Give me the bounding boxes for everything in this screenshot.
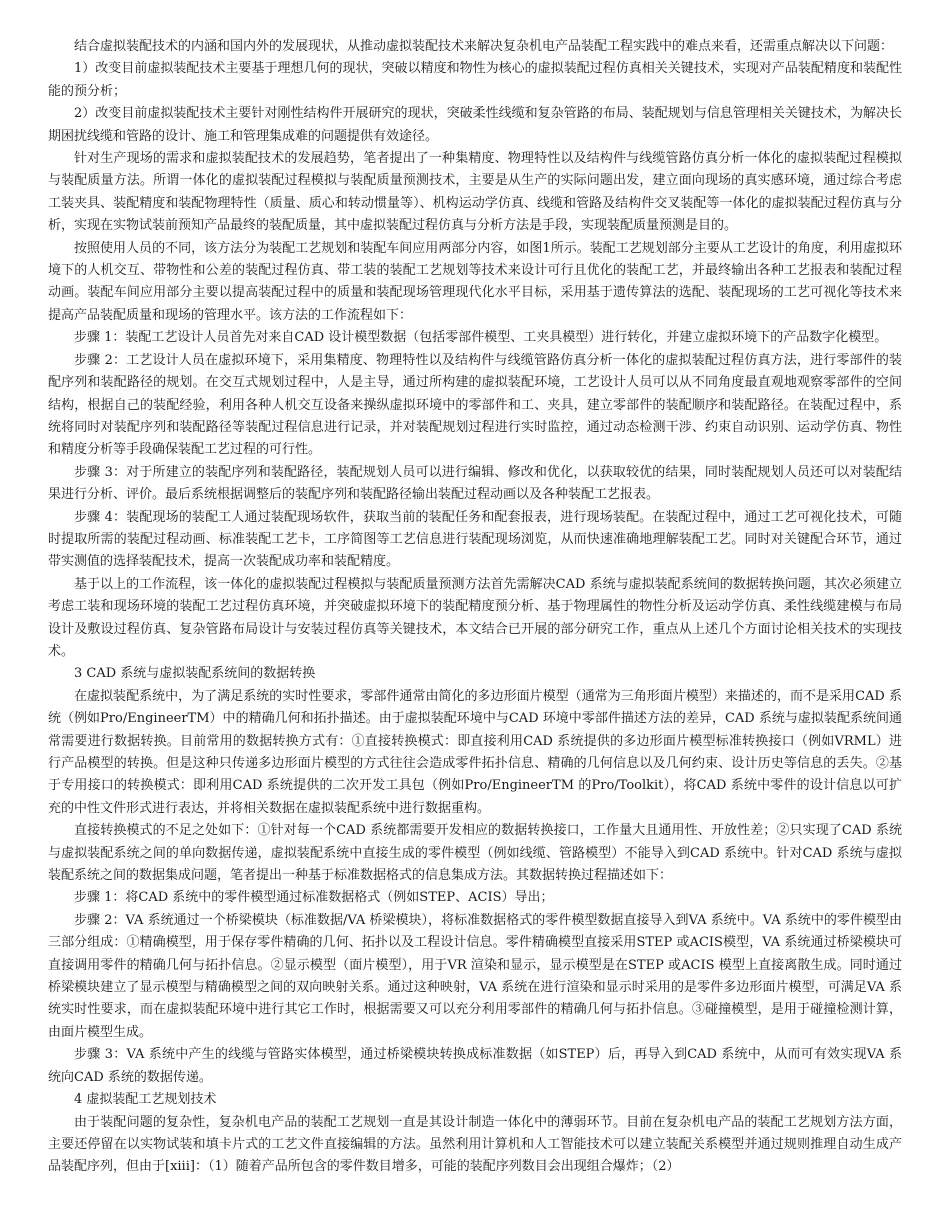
paragraph-method: 针对生产现场的需求和虚拟装配技术的发展趋势，笔者提出了一种集精度、物理特性以及结构件与线缆管路仿真分析一体化的虚拟装配过程模拟与装配质量方法。所谓一体化的虚拟装配过程模拟与装配质量预测技术，主要是从生产的实际问题出发，建立面向现场的真实感环境，通过综合考虑工装夹具、装配精度和装配物理特性（质量、质心和转动惯量等）、机构运动学仿真、线缆和管路及结构件交叉装配等一体化的虚拟装配过程仿真与分析，实现在实物试装前预知产品最终的装配质量，其中虚拟装配过程仿真与分析方法是手段，实现装配质量预测是目的。 (48, 151, 902, 234)
paragraph-step-2: 步骤 2：工艺设计人员在虚拟环境下，采用集精度、物理特性以及结构件与线缆管路仿真分析一体化的虚拟装配过程仿真方法，进行零部件的装配序列和装配路径的规划。在交互式规划过程中，人是主导，通过所构建的虚拟装配环境，工艺设计人员可以从不同角度最直观地观察零部件的空间结构，根据自己的装配经验，利用各种人机交互设备来操纵虚拟环境中的零部件和工、夹具，建立零部件的装配顺序和装配路径。在装配过程中，系统将同时对装配序列和装配路径等装配过程信息进行记录，并对装配规划过程进行实时监控，通过动态检测干涉、约束自动识别、运动学仿真、物性和精度分析等手段确保装配工艺过程的可行性。 (48, 352, 902, 458)
paragraph-step-3: 步骤 3：对于所建立的装配序列和装配路径，装配规划人员可以进行编辑、修改和优化，以获取较优的结果，同时装配规划人员还可以对装配结果进行分析、评价。最后系统根据调整后的装配序列和装配路径输出装配过程动画以及各种装配工艺报表。 (48, 464, 902, 503)
paragraph-item-2: 2）改变目前虚拟装配技术主要针对刚性结构件开展研究的现状，突破柔性线缆和复杂管路的布局、装配规划与信息管理相关关键技术，为解决长期困扰线缆和管路的设计、施工和管理集成难的问题提供有效途径。 (48, 106, 902, 144)
paragraph-workflow-intro: 按照使用人员的不同，该方法分为装配工艺规划和装配车间应用两部分内容，如图1所示。装配工艺规划部分主要从工艺设计的角度，利用虚拟环境下的人机交互、带物性和公差的装配过程仿真、带工装的装配工艺规划等技术来设计可行且优化的装配工艺，并最终输出各种工艺报表和装配过程动画。装配车间应用部分主要以提高装配过程中的质量和装配现场管理现代化水平目标，采用基于遗传算法的选配、装配现场的工艺可视化等技术来提高产品装配质量和现场的管理水平。该方法的工作流程如下： (48, 240, 902, 323)
section-heading-3: 3 CAD 系统与虚拟装配系统间的数据转换 (74, 666, 316, 682)
paragraph-conversion-step-1: 步骤 1：将CAD 系统中的零件模型通过标准数据格式（例如STEP、ACIS）导出； (74, 890, 554, 906)
paragraph-item-1: 1）改变目前虚拟装配技术主要基于理想几何的现状，突破以精度和物性为核心的虚拟装配过程仿真相关关键技术，实现对产品装配精度和装配性能的预分析； (48, 61, 902, 99)
paragraph-summary: 基于以上的工作流程，该一体化的虚拟装配过程模拟与装配质量预测方法首先需解决CAD 系统与虚拟装配系统间的数据转换问题，其次必须建立考虑工装和现场环境的装配工艺过程仿真环境，并突破虚拟环境下的装配精度预分析、基于物理属性的物性分析及运动学仿真、柔性线缆建模与布局设计及敷设过程仿真、复杂管路布局设计与安装过程仿真等关键技术，本文结合已开展的部分研究工作，重点从上述几个方面讨论相关技术的实现技术。 (48, 576, 902, 659)
paragraph-direct-conversion: 直接转换模式的不足之处如下：①针对每一个CAD 系统都需要开发相应的数据转换接口，工作量大且通用性、开放性差；②只实现了CAD 系统与虚拟装配系统之间的单向数据传递，虚拟装配系统中直接生成的零件模型（例如线缆、管路模型）不能导入到CAD 系统中。针对CAD 系统与虚拟装配系统之间的数据集成问题，笔者提出一种基于标准数据格式的信息集成方法。其数据转换过程描述如下： (48, 823, 902, 884)
paragraph-step-4: 步骤 4：装配现场的装配工人通过装配现场软件，获取当前的装配任务和配套报表，进行现场装配。在装配过程中，通过工艺可视化技术，可随时提取所需的装配过程动画、标准装配工艺卡，工序简图等工艺信息进行装配现场浏览，从而快速准确地理解装配工艺。同时对关键配合环节，通过带实测值的选择装配技术，提高一次装配成功率和装配精度。 (48, 509, 902, 570)
section-heading-4: 4 虚拟装配工艺规划技术 (74, 1092, 217, 1108)
paragraph-process-planning: 由于装配问题的复杂性，复杂机电产品的装配工艺规划一直是其设计制造一体化中的薄弱环节。目前在复杂机电产品的装配工艺规划方法方面，主要还停留在以实物试装和填卡片式的工艺文件直接编辑的方法。虽然利用计算机和人工智能技术可以建立装配关系模型并通过规则推理自动生成产品装配序列，但由于[xiii]：（1）随着产品所包含的零件数目增多，可能的装配序列数目会出现组合爆炸；（2） (48, 1114, 902, 1175)
paragraph-data-conversion: 在虚拟装配系统中，为了满足系统的实时性要求，零部件通常由简化的多边形面片模型（通常为三角形面片模型）来描述的，而不是采用CAD 系统（例如Pro/EngineerTM）中的精确几何和拓扑描述。由于虚拟装配环境中与CAD 环境中零部件描述方法的差异，CAD 系统与虚拟装配系统间通常需要进行数据转换。目前常用的数据转换方式有：①直接转换模式：即直接利用CAD 系统提供的多边形面片模型标准转换接口（例如VRML）进行产品模型的转换。但是这种只传递多边形面片模型的方式往往会造成零件拓扑信息、精确的几何信息以及几何约束、设计历史等信息的丢失。②基于专用接口的转换模式：即利用CAD 系统提供的二次开发工具包（例如Pro/EngineerTM 的Pro/Toolkit），将CAD 系统中零件的设计信息以可扩充的中性文件形式进行表达，并将相关数据在虚拟装配系统中进行数据重构。 (48, 688, 902, 816)
paragraph-conversion-step-3: 步骤 3：VA 系统中产生的线缆与管路实体模型，通过桥梁模块转换成标准数据（如STEP）后，再导入到CAD 系统中，从而可有效实现VA 系统向CAD 系统的数据传递。 (48, 1047, 902, 1085)
paragraph-intro: 结合虚拟装配技术的内涵和国内外的发展现状，从推动虚拟装配技术来解决复杂机电产品装配工程实践中的难点来看，还需重点解决以下问题： (74, 39, 894, 54)
paragraph-conversion-step-2: 步骤 2：VA 系统通过一个桥梁模块（标准数据/VA 桥梁模块），将标准数据格式的零件模型数据直接导入到VA 系统中。VA 系统中的零件模型由三部分组成：①精确模型，用于保存零件精确的几何、拓扑以及工程设计信息。零件精确模型直接采用STEP 或ACIS模型，VA 系统通过桥梁模块可直接调用零件的精确几何与拓扑信息。②显示模型（面片模型），用于VR 渲染和显示，显示模型是在STEP 或ACIS 模型上直接离散生成。同时通过桥梁模块建立了显示模型与精确模型之间的双向映射关系。通过这种映射，VA 系统在进行渲染和显示时采用的是零件多边形面片模型，可满足VA 系统实时性要求，而在虚拟装配环境中进行其它工作时，根据需要又可以充分利用零部件的精确几何与拓扑信息。③碰撞模型，是用于碰撞检测计算，由面片模型生成。 (48, 912, 902, 1040)
paragraph-step-1: 步骤 1：装配工艺设计人员首先对来自CAD 设计模型数据（包括零部件模型、工夹具模型）进行转化，并建立虚拟环境下的产品数字化模型。 (74, 330, 888, 346)
